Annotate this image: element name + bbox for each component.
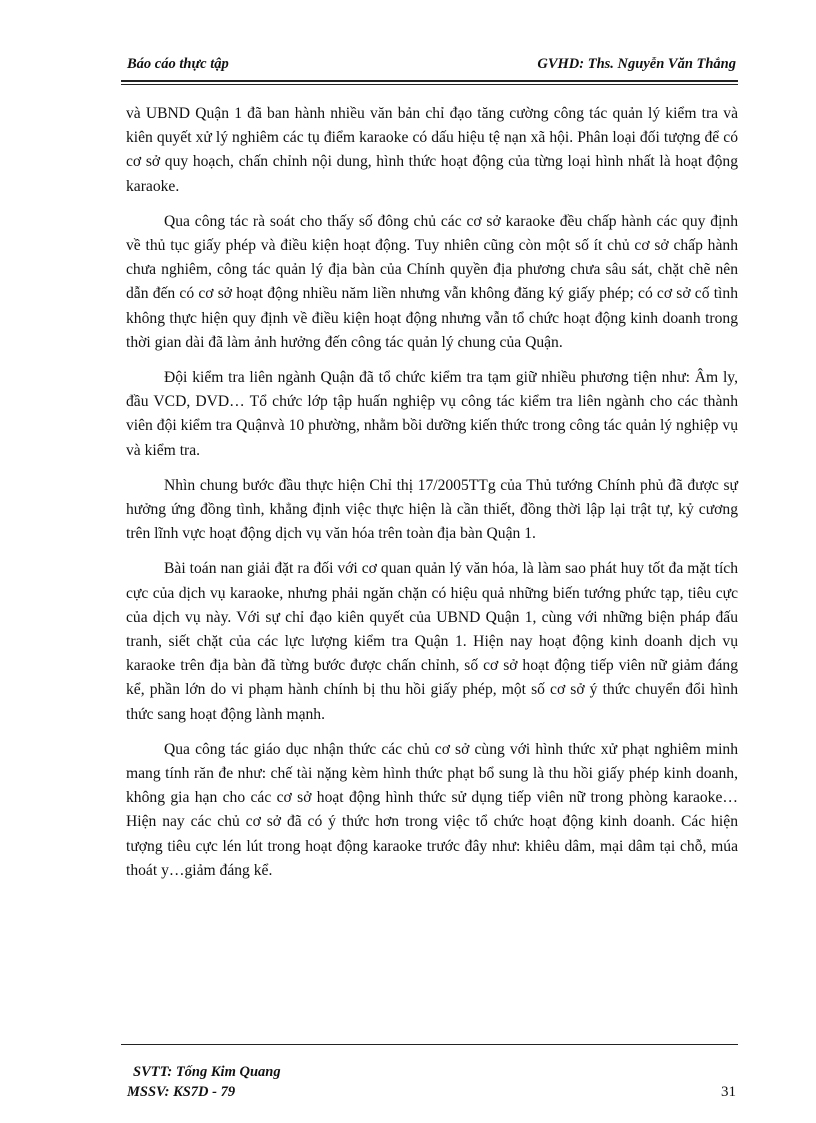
paragraph-5: Bài toán nan giải đặt ra đối với cơ quan quản lý văn hóa, là làm sao phát huy tốt đa mặt tích cực của dịch vụ karaoke, nhưng phải ngăn chặn có hiệu quả những biến tướng phức tạp, tiêu cực của dịch vụ này. Với sự chỉ đạo kiên quyết của UBND Quận 1, cùng với những biện pháp đấu tranh, siết chặt của các lực lượng kiểm tra Quận 1. Hiện nay hoạt động kinh doanh dịch vụ karaoke trên địa bàn đã từng bước được chấn chỉnh, số cơ sở hoạt động tiếp viên nữ giảm đáng kể, phần lớn do vi phạm hành chính bị thu hồi giấy phép, một số cơ sở ý thức chuyển đổi hình thức sang hoạt động lành mạnh. xyxy=(126,560,738,723)
advisor-name: GVHD: Ths. Nguyễn Văn Thắng xyxy=(537,56,736,72)
paragraph-1: và UBND Quận 1 đã ban hành nhiều văn bản chỉ đạo tăng cường công tác quản lý kiểm tra và kiên quyết xử lý nghiêm các tụ điểm karaoke có dấu hiệu tệ nạn xã hội. Phân loại đối tượng để có cơ sở quy hoạch, chấn chỉnh nội dung, hình thức hoạt động của từng loại hình nhất là hoạt động karaoke. xyxy=(126,105,738,195)
page-number: 31 xyxy=(721,1084,736,1100)
page-header xyxy=(121,54,738,78)
header-divider xyxy=(121,80,738,85)
student-id: MSSV: KS7D - 79 xyxy=(127,1084,236,1100)
paragraph-2: Qua công tác rà soát cho thấy số đông chủ các cơ sở karaoke đều chấp hành các quy định về thủ tục giấy phép và điều kiện hoạt động. Tuy nhiên cũng còn một số ít chủ cơ sở chấp hành chưa nghiêm, công tác quản lý địa bàn của Chính quyền địa phương chưa sâu sát, chặt chẽ nên dẫn đến có cơ sở hoạt động nhiều năm liền nhưng vẫn không đăng ký giấy phép; có cơ sở cố tình không thực hiện quy định về điều kiện hoạt động nhưng vẫn tổ chức hoạt động kinh doanh trong thời gian dài đã làm ảnh hưởng đến công tác quản lý chung của Quận. xyxy=(126,212,738,351)
student-name: SVTT: Tống Kim Quang xyxy=(133,1064,281,1080)
report-title: Báo cáo thực tập xyxy=(127,56,229,72)
paragraph-4: Nhìn chung bước đầu thực hiện Chỉ thị 17/2005TTg của Thủ tướng Chính phủ đã được sự hưởng ứng đồng tình, khẳng định việc thực hiện là cần thiết, đồng thời lập lại trật tự, kỷ cương trên lĩnh vực hoạt động dịch vụ văn hóa trên toàn địa bàn Quận 1. xyxy=(126,476,738,543)
footer-divider xyxy=(121,1044,738,1045)
document-body xyxy=(126,102,738,894)
paragraph-6: Qua công tác giáo dục nhận thức các chủ cơ sở cùng với hình thức xử phạt nghiêm minh mang tính răn đe như: chế tài nặng kèm hình thức phạt bổ sung là thu hồi giấy phép kinh doanh, không gia hạn cho các cơ sở hoạt động hình thức sử dụng tiếp viên nữ trong phòng karaoke… Hiện nay các chủ cơ sở đã có ý thức hơn trong việc tổ chức hoạt động kinh doanh. Các hiện tượng tiêu cực lén lút trong hoạt động karaoke trước đây như: khiêu dâm, mại dâm tại chỗ, múa thoát y…giảm đáng kể. xyxy=(126,740,738,879)
paragraph-3: Đội kiểm tra liên ngành Quận đã tổ chức kiểm tra tạm giữ nhiều phương tiện như: Âm ly, đầu VCD, DVD… Tổ chức lớp tập huấn nghiệp vụ công tác kiểm tra liên ngành cho các thành viên đội kiểm tra Quậnvà 10 phường, nhằm bồi dưỡng kiến thức trong công tác quản lý nghiệp vụ và kiểm tra. xyxy=(126,369,738,459)
